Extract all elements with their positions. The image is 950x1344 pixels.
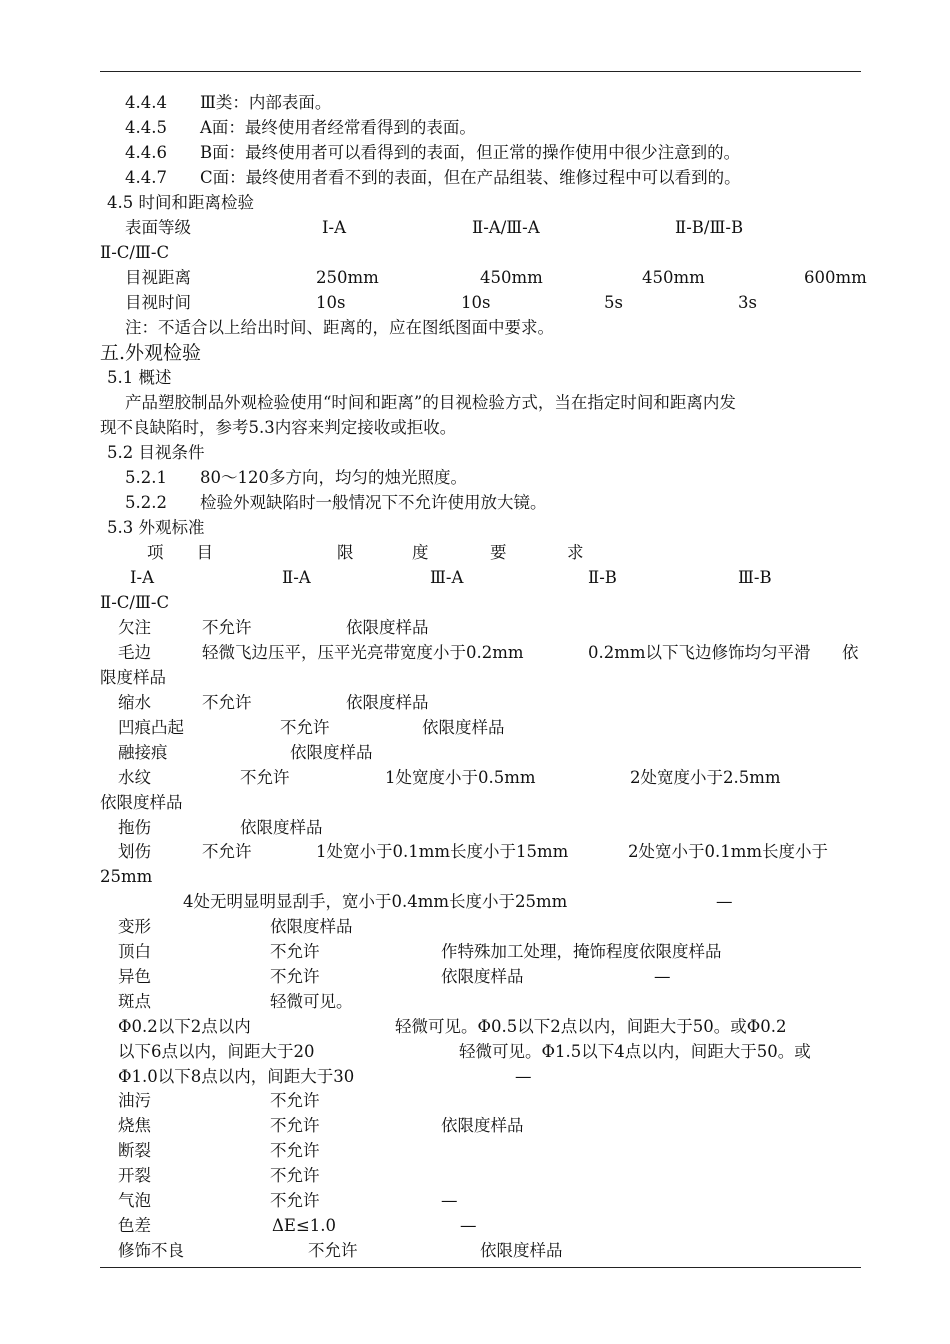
row-aohen-item: 凹痕凸起 [118, 718, 184, 737]
distance-2a3a: 450mm [480, 268, 543, 287]
row-kailie-c1: 不允许 [270, 1166, 320, 1185]
row-yise-c2: 依限度样品 [441, 967, 524, 986]
std-grade-1a: Ⅰ-A [130, 568, 155, 587]
section-5-2-2: 5.2.2 检验外观缺陷时一般情况下不允许使用放大镜。 [125, 493, 547, 512]
row-maobian-c3: 依 [842, 643, 859, 662]
row-rongjie-item: 融接痕 [118, 743, 168, 762]
distance-label: 目视距离 [125, 268, 191, 287]
header-rule [100, 71, 861, 72]
row-rongjie-c1: 依限度样品 [290, 743, 373, 762]
section-5-3-heading: 5.3 外观标准 [107, 518, 205, 537]
section-5-2-heading: 5.2 目视条件 [107, 443, 205, 462]
row-bandian-a-c1: Φ0.2以下2点以内 [118, 1017, 251, 1036]
row-qianzhu-c2: 依限度样品 [346, 618, 429, 637]
std-grade-2b: Ⅱ-B [588, 568, 617, 587]
row-qianzhu-c1: 不允许 [202, 618, 252, 637]
row-bandian-b-c2: 轻微可见。Φ1.5以下4点以内，间距大于50。或 [459, 1042, 811, 1061]
time-1a: 10s [316, 293, 346, 312]
row-shaojiao-c1: 不允许 [270, 1116, 320, 1135]
std-grade-2c3c: Ⅱ-C/Ⅲ-C [100, 593, 170, 612]
row-qianzhu-item: 欠注 [118, 618, 151, 637]
row-shaojiao-item: 烧焦 [118, 1116, 151, 1135]
row-huashang-c2: 1处宽小于0.1mm长度小于15mm [316, 842, 569, 861]
row-maobian-c1: 轻微飞边压平，压平光亮带宽度小于0.2mm [202, 643, 524, 662]
section-4-4-7: 4.4.7 C面：最终使用者看不到的表面，但在产品组装、维修过程中可以看到的。 [125, 168, 741, 187]
row-youwu-c1: 不允许 [270, 1091, 320, 1110]
std-header-item: 项 目 [147, 543, 213, 562]
row-suoshui-c2: 依限度样品 [346, 693, 429, 712]
row-kailie-item: 开裂 [118, 1166, 151, 1185]
section-5-2-1: 5.2.1 80～120多方向，均匀的烛光照度。 [125, 468, 467, 487]
row-huashang-c3: 2处宽小于0.1mm长度小于 [628, 842, 829, 861]
time-label: 目视时间 [125, 293, 191, 312]
row-huashang-c4: 25mm [100, 867, 153, 886]
row-secha-c1: ΔE≤1.0 [272, 1216, 337, 1235]
row-maobian-item: 毛边 [118, 643, 151, 662]
row-dingbai-c2: 作特殊加工处理，掩饰程度依限度样品 [441, 942, 722, 961]
distance-2b3b: 450mm [642, 268, 705, 287]
time-2b3b: 5s [604, 293, 623, 312]
note: 注：不适合以上给出时间、距离的，应在图纸图面中要求。 [125, 318, 554, 337]
overview-paragraph-line2: 现不良缺陷时，参考5.3内容来判定接收或拒收。 [100, 418, 457, 437]
row-shaojiao-c2: 依限度样品 [441, 1116, 524, 1135]
row-shuiwen-c4: 依限度样品 [100, 793, 183, 812]
row-yise-item: 异色 [118, 967, 151, 986]
std-grade-2a: Ⅱ-A [282, 568, 311, 587]
row-maobian-c4: 限度样品 [100, 668, 166, 687]
row-qipao-item: 气泡 [118, 1191, 151, 1210]
row-bianxing-c1: 依限度样品 [270, 917, 353, 936]
row-duanlie-c1: 不允许 [270, 1141, 320, 1160]
footer-rule [100, 1267, 861, 1268]
row-yise-c1: 不允许 [270, 967, 320, 986]
row-xiushi-item: 修饰不良 [118, 1241, 184, 1260]
section-4-4-5: 4.4.5 A面：最终使用者经常看得到的表面。 [125, 118, 476, 137]
std-grade-3b: Ⅲ-B [738, 568, 772, 587]
row-secha-item: 色差 [118, 1216, 151, 1235]
std-grade-3a: Ⅲ-A [430, 568, 464, 587]
row-aohen-c1: 不允许 [280, 718, 330, 737]
row-bianxing-item: 变形 [118, 917, 151, 936]
row-shuiwen-c1: 不允许 [240, 768, 290, 787]
row-suoshui-item: 缩水 [118, 693, 151, 712]
row-bandian-item: 斑点 [118, 992, 151, 1011]
row-tuoshang-c1: 依限度样品 [240, 818, 323, 837]
overview-paragraph-line1: 产品塑胶制品外观检验使用“时间和距离”的目视检验方式，当在指定时间和距离内发 [125, 393, 736, 412]
row-shuiwen-item: 水纹 [118, 768, 151, 787]
row-huashang-c5: 4处无明显明显刮手，宽小于0.4mm长度小于25mm [183, 892, 568, 911]
row-qipao-c1: 不允许 [270, 1191, 320, 1210]
chapter-5-heading: 五.外观检验 [100, 342, 202, 364]
row-maobian-c2: 0.2mm以下飞边修饰均匀平滑 [588, 643, 811, 662]
grade-header-2b3b: Ⅱ-B/Ⅲ-B [675, 218, 744, 237]
std-header-limit-1: 限 [337, 543, 354, 562]
row-shuiwen-c2: 1处宽度小于0.5mm [385, 768, 536, 787]
row-qipao-c2: — [441, 1191, 458, 1210]
grade-header-label: 表面等级 [125, 218, 191, 237]
row-bandian-c1: 轻微可见。 [270, 992, 353, 1011]
row-secha-c2: — [460, 1216, 477, 1235]
row-bandian-b-c1: 以下6点以内，间距大于20 [118, 1042, 315, 1061]
distance-2c3c: 600mm [804, 268, 867, 287]
row-huashang-item: 划伤 [118, 842, 151, 861]
row-suoshui-c1: 不允许 [202, 693, 252, 712]
std-header-limit-3: 要 [490, 543, 507, 562]
section-4-4-4: 4.4.4 Ⅲ类：内部表面。 [125, 93, 332, 112]
row-dingbai-c1: 不允许 [270, 942, 320, 961]
distance-1a: 250mm [316, 268, 379, 287]
section-5-1-heading: 5.1 概述 [107, 368, 172, 387]
grade-header-2a3a: Ⅱ-A/Ⅲ-A [472, 218, 540, 237]
std-header-limit-2: 度 [412, 543, 429, 562]
section-4-4-6: 4.4.6 B面：最终使用者可以看得到的表面，但正常的操作使用中很少注意到的。 [125, 143, 741, 162]
row-xiushi-c2: 依限度样品 [480, 1241, 563, 1260]
row-bandian-a-c2: 轻微可见。Φ0.5以下2点以内，间距大于50。或Φ0.2 [395, 1017, 787, 1036]
section-4-5-heading: 4.5 时间和距离检验 [107, 193, 254, 212]
row-youwu-item: 油污 [118, 1091, 151, 1110]
row-aohen-c2: 依限度样品 [422, 718, 505, 737]
grade-header-2c3c: Ⅱ-C/Ⅲ-C [100, 243, 170, 262]
std-header-limit-4: 求 [567, 543, 584, 562]
row-bandian-c-c1: Φ1.0以下8点以内，间距大于30 [118, 1067, 355, 1086]
time-2a3a: 10s [461, 293, 491, 312]
time-2c3c: 3s [738, 293, 757, 312]
row-bandian-c-c2: — [515, 1067, 532, 1086]
row-tuoshang-item: 拖伤 [118, 818, 151, 837]
grade-header-1a: Ⅰ-A [322, 218, 347, 237]
row-yise-c3: — [654, 967, 671, 986]
row-shuiwen-c3: 2处宽度小于2.5mm [630, 768, 781, 787]
row-dingbai-item: 顶白 [118, 942, 151, 961]
row-xiushi-c1: 不允许 [308, 1241, 358, 1260]
row-huashang-c1: 不允许 [202, 842, 252, 861]
row-huashang-c6: — [716, 892, 733, 911]
row-duanlie-item: 断裂 [118, 1141, 151, 1160]
